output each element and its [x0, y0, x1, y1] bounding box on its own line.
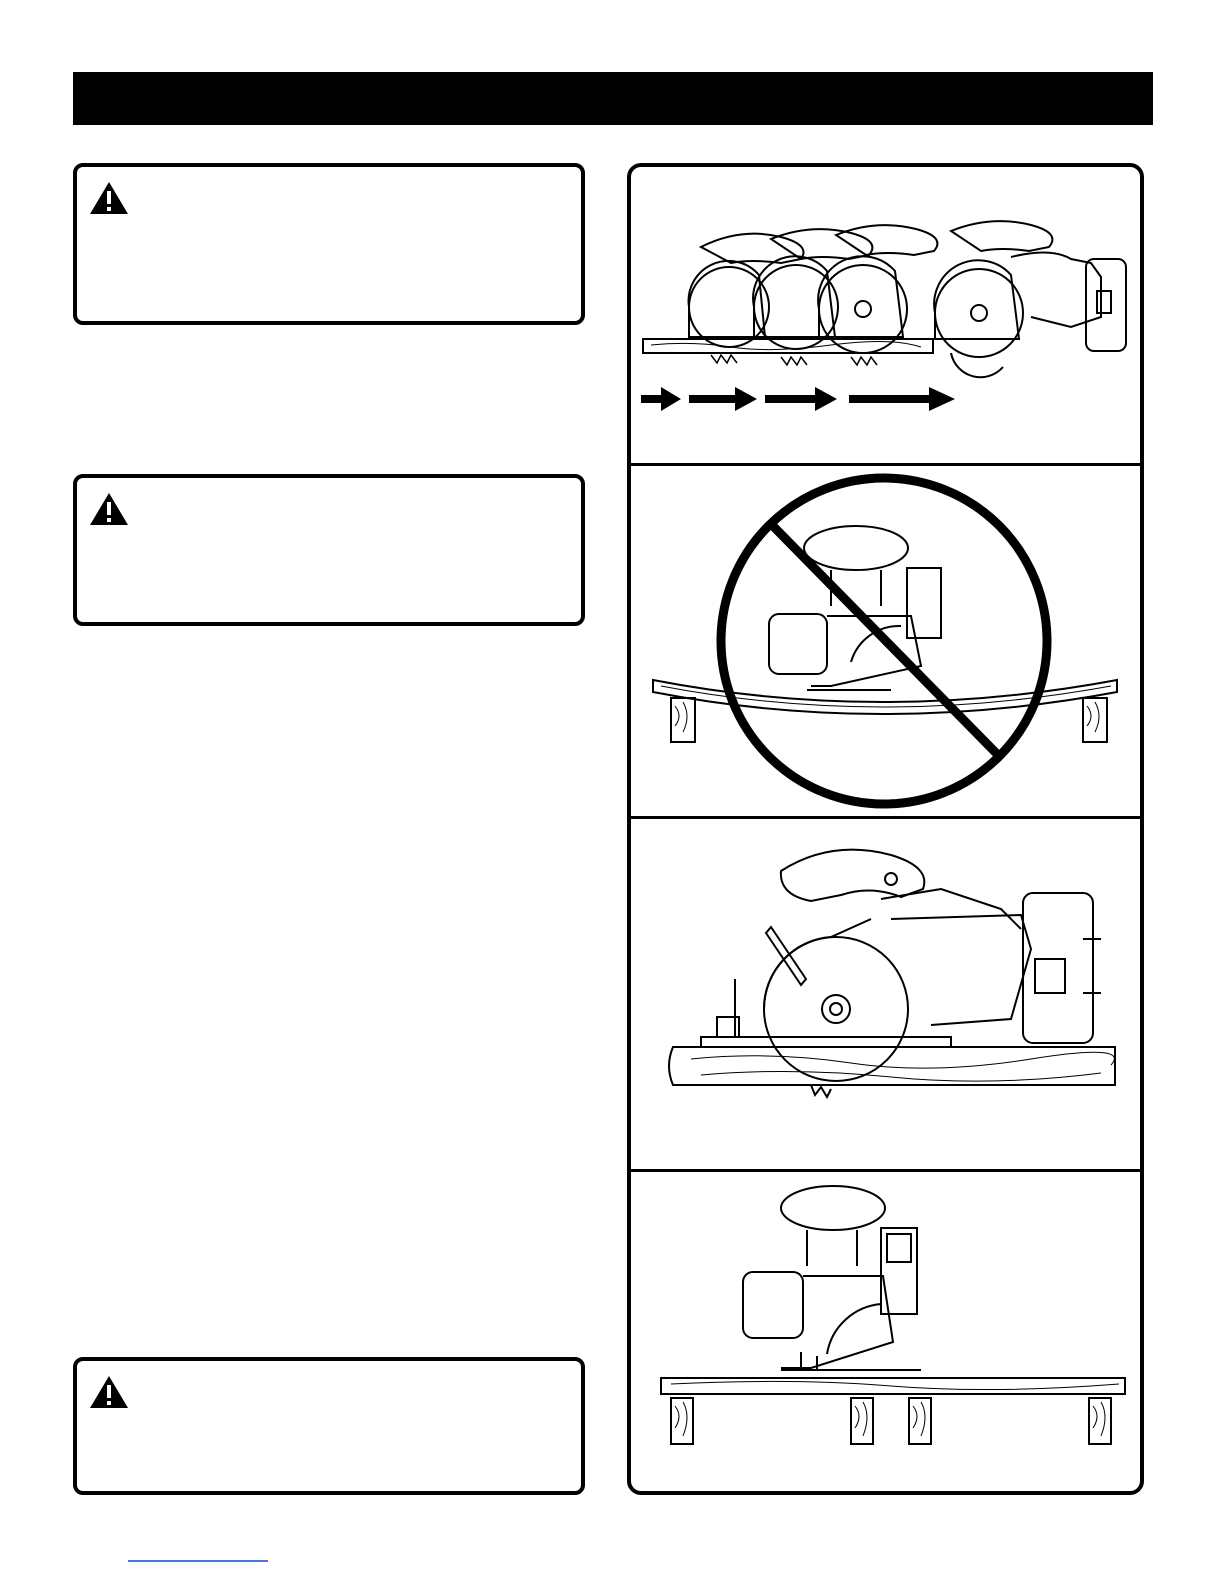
- saw-side-view-figure: [631, 819, 1140, 1169]
- warning-triangle-icon: [89, 492, 129, 526]
- warning-triangle-icon: [89, 181, 129, 215]
- warning-box-1: [73, 163, 585, 325]
- warning-box-3: [73, 1357, 585, 1495]
- warning-triangle-icon: [89, 1375, 129, 1409]
- correct-support-figure: [631, 1172, 1140, 1492]
- footer-link-underline[interactable]: [128, 1560, 268, 1562]
- warning-box-2: [73, 474, 585, 626]
- figure-panel: [627, 163, 1144, 1495]
- incorrect-support-figure: [631, 466, 1140, 816]
- saw-progression-figure: [631, 167, 1140, 463]
- section-header-bar: [73, 72, 1153, 125]
